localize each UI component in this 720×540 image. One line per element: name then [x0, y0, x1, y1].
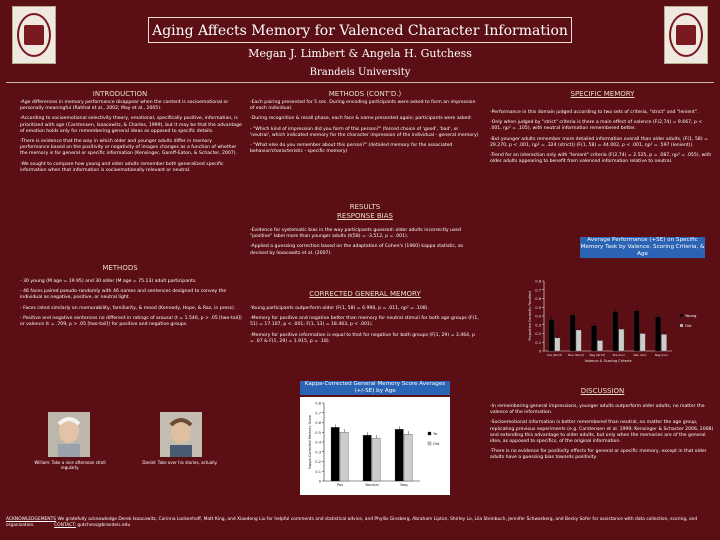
corrected-paragraph: -Memory for positive and negative better than memory for neutral stimuli for both age groups (F(1, 51) = 17.107, p < .001; F(1, 13) = 18.463, p < .001). [250, 316, 479, 328]
y-tick-label: 0.2 [535, 332, 541, 336]
methods-cont-paragraph: - "What else do you remember about this person?" (detailed memory for the associated behavior/characteristic - specific memory) [250, 143, 453, 155]
discussion-text [490, 404, 715, 466]
x-tick-label: Neu (len) [633, 353, 647, 357]
acknowledgements [6, 517, 714, 529]
legend-label: Young [685, 313, 697, 318]
legend-swatch [428, 432, 431, 435]
y-axis-label: Proportion Correctly Recalled [528, 291, 532, 341]
y-tick-label: 0.4 [315, 440, 321, 445]
chart2-title: Average Performance (+SE) on Specific Memory Task by Valence, Scoring Criteria, & Age [580, 237, 705, 257]
specific-paragraph: -But younger adults remember more detailed information overall than older adults, (F(1, 58) = 29.270, p < .001, ηp² = .324 (strict)) (F(1, 58) = 44.002, p < .001, ηp² = .597 (lenient)). [490, 136, 708, 148]
bias-paragraph: -Applied a guessing correction based on the adaptation of Cohen's (1960) kappa statistic, as devised by Isaacowitz et al. (2007). [250, 244, 464, 256]
y-tick-label: 0.6 [315, 421, 321, 425]
methods-text [20, 279, 242, 332]
specific-text [490, 110, 715, 169]
bar-old-5 [661, 334, 666, 351]
intro-paragraph: -We sought to compare how young and older adults remember both generalized specific information when that information is socioemotionally relevant or neutral. [20, 161, 224, 173]
y-tick-label: 0.5 [315, 430, 321, 435]
legend-swatch [428, 442, 431, 445]
bar-old-1 [576, 330, 581, 351]
caption-william: William: Take a nice afternoon stroll regularly. [34, 460, 106, 470]
header-divider [6, 82, 714, 83]
legend-swatch [680, 314, 683, 317]
bar-old-2 [597, 341, 602, 352]
bar-old-2 [404, 434, 412, 481]
intro-paragraph: -According to socioemotional selectivity theory, emotional, specifically positive, information, is prioritized with age (Carstensen, Isaacowitz, & Charles, 1999), but it may be that the advantage of emotion holds only for remembering general ideas as opposed to specific details. [20, 116, 242, 134]
corrected-paragraph: -Memory for positive information is equal to that for negative for both groups (F(1, 29) = 3.464, p = .07 & F(1, 29) = 1.915, p = .18). [250, 332, 475, 344]
poster-title: Aging Affects Memory for Valenced Character Information [148, 17, 572, 43]
bias-text [250, 228, 480, 261]
x-tick-label: Neutral [365, 483, 379, 487]
specific-memory-chart [520, 265, 716, 371]
methods-heading: METHODS [102, 264, 138, 272]
chart1-box [300, 397, 450, 495]
bar-old-3 [619, 329, 624, 351]
photo-daniel [160, 412, 202, 457]
methods-cont-paragraph: - "Which kind of impression did you form of this person?" (forced choice of 'good', 'bad', or 'neutral', which indicated memory for the character impression of the individual - general memory) [250, 126, 479, 138]
methods-paragraph: - 46 faces paired pseudo-randomly with 46 names and sentences designed to convey the individual as negative, positive, or neutral light. [20, 289, 227, 301]
y-tick-label: 0.8 [315, 401, 321, 406]
bar-yo-2 [395, 429, 403, 481]
x-tick-label: Pos (strict) [547, 353, 563, 357]
bar-yo-0 [331, 427, 339, 481]
legend-label: Yo [433, 431, 438, 436]
specific-paragraph: -Trend for an interaction only with "lenient" criteria (F(2,74) = 2.525, p = .087, ηp² = .055), with older adults appearing to benefit from valenced information relative to neutral. [490, 153, 712, 165]
y-tick-label: 0.4 [535, 314, 541, 319]
bias-paragraph: -Evidence for systematic bias in the way participants guessed: older adults incorrectly used "positive" label more than younger adults (t(58) = -3.512, p = .001). [250, 228, 462, 240]
ack-text: We gratefully acknowledge Derek Isaacowitz, Corinna Lockenhoff, Matt King, and Xiaodong Liu for helpful comments and statistical advice, and Phyllis Ginsberg, Abraham Lipton, Shirley Lo, Lila Steinbuch, Jennifer Schwarberg, and Becky Sofer for assistance with data collection, scoring, and organization. [6, 517, 698, 528]
bar-young-5 [655, 317, 660, 351]
methods-cont-heading: METHODS (CONT'D.) [328, 90, 402, 98]
discussion-paragraph: -In remembering general impressions, younger adults outperform older adults, no matter the valence of the information. [490, 404, 705, 416]
intro-heading: INTRODUCTION [92, 90, 148, 98]
bar-old-0 [340, 432, 348, 481]
y-axis-label: Kappa-Corrected Memory Score [308, 415, 312, 469]
methods-cont-paragraph: -During recognition & recall phase, each face & name presented again; participants were asked: [250, 116, 472, 122]
bar-young-2 [591, 326, 596, 351]
y-tick-label: 0 [318, 479, 321, 484]
intro-text [20, 100, 242, 178]
specific-memory-heading: SPECIFIC MEMORY [570, 90, 635, 98]
bar-young-3 [613, 312, 618, 351]
bar-young-0 [549, 320, 554, 352]
y-tick-label: 0.7 [535, 288, 541, 293]
x-axis-label: Valence & Scoring Criteria [584, 359, 632, 363]
corrected-memory-heading: CORRECTED GENERAL MEMORY [309, 290, 421, 298]
y-tick-label: 0.8 [535, 279, 541, 284]
discussion-heading: DISCUSSION [580, 387, 625, 395]
intro-paragraph: -Age differences in memory performance disappear when the content is socioemotional or personally meaningful (Rahhal et al., 2002; May et al., 2005). [20, 100, 229, 112]
y-tick-label: 0.3 [315, 450, 321, 455]
y-tick-label: 0.6 [535, 297, 541, 301]
ack-label: ACKNOWLEDGEMENTS [6, 517, 57, 522]
legend-label: Old [433, 441, 440, 446]
bar-old-4 [640, 334, 645, 352]
y-tick-label: 0.7 [315, 411, 321, 416]
y-tick-label: 0.5 [535, 305, 541, 310]
bar-young-4 [634, 311, 639, 351]
methods-cont-paragraph: -Each pairing presented for 5 sec. During encoding participants were asked to form an impression of each individual. [250, 100, 476, 112]
methods-cont-text [250, 100, 480, 159]
legend-label: Old [685, 323, 692, 328]
intro-paragraph: -There is evidence that the way in which older and younger adults differ in memory performance based on the positivity or negativity of images changes as a function of whether the memory is for general or specific information (Kensinger, Garoff-Eaton, & Schacter, 2007). [20, 139, 237, 157]
x-tick-label: Neu (strict) [568, 353, 584, 357]
methods-paragraph: - Faces rated similarly on memorability, familiarity, & mood (Kennedy, Hope, & Raz, in press). [20, 305, 236, 311]
corrected-paragraph: -Young participants outperform older (F(1, 58) = 6.990, p = .011, ηp² = .108). [250, 306, 429, 311]
face-photo [160, 412, 202, 457]
methods-paragraph: - Positive and negative sentences no different in ratings of arousal (t = 1.546, p > .05 [two-tail]) or valence (t = .709, p > .05 [two-tail]) for positive and negative groups. [20, 315, 242, 328]
x-tick-label: Neg (len) [654, 353, 668, 357]
corrected-text [250, 306, 480, 349]
y-tick-label: 0.2 [315, 460, 321, 464]
y-tick-label: 0 [538, 349, 541, 354]
bar-young-1 [570, 315, 575, 351]
face-photo [48, 412, 90, 457]
legend-swatch [680, 324, 683, 327]
y-tick-label: 0.1 [535, 340, 541, 345]
y-tick-label: 0.3 [535, 323, 541, 328]
contact-email[interactable]: gutchess@brandeis.edu [77, 523, 131, 528]
photo-william [48, 412, 90, 457]
discussion-paragraph: -Socioemotional information is better remembered than neutral, no matter the age group, replicating previous experiments (e.g. Carstensen et al. 1999; Kensinger & Schacter 2006, 2008) and extending this advantage to older adults, but only when the memories are of the general idea, as opposed to specifics, of the original information. [490, 420, 714, 445]
caption-daniel: Daniel: Take over his stories, actually. [142, 460, 218, 465]
x-tick-label: Pos [336, 483, 344, 487]
chart2-box [520, 265, 716, 371]
poster-university: Brandeis University [309, 67, 411, 78]
specific-paragraph: -Performance in this domain judged according to two sets of criteria, "strict" and "lenient". [490, 110, 699, 115]
bar-yo-1 [363, 435, 371, 481]
chart1-title: Kappa-Corrected General Memory Score Averages (+/-SE) by Age [300, 381, 450, 395]
x-tick-label: Neg (strict) [589, 353, 606, 357]
bar-old-0 [555, 338, 560, 351]
specific-paragraph: -Only when judged by "strict" criteria is there a main effect of valence (F(2,74) = 9.667, p < .001, ηp² = .105), with neutral information remembered better. [490, 120, 703, 132]
methods-paragraph: - 30 young (M age = 19.95) and 30 older (M age = 75.13) adult participants. [20, 279, 197, 284]
poster-authors: Megan J. Limbert & Angela H. Gutchess [248, 47, 472, 60]
x-tick-label: Neg [400, 483, 408, 487]
bar-old-1 [372, 438, 380, 481]
discussion-paragraph: -There is no evidence for positivity effects for general or specific memory, except in that older adults have a guessing bias towards positivity. [490, 449, 707, 461]
general-memory-chart [300, 397, 450, 495]
results-heading: RESULTS [349, 203, 381, 211]
contact-label: CONTACT: [54, 523, 76, 528]
response-bias-heading: RESPONSE BIAS [337, 212, 393, 220]
y-tick-label: 0.1 [315, 469, 321, 474]
x-tick-label: Pos (len) [612, 353, 625, 357]
